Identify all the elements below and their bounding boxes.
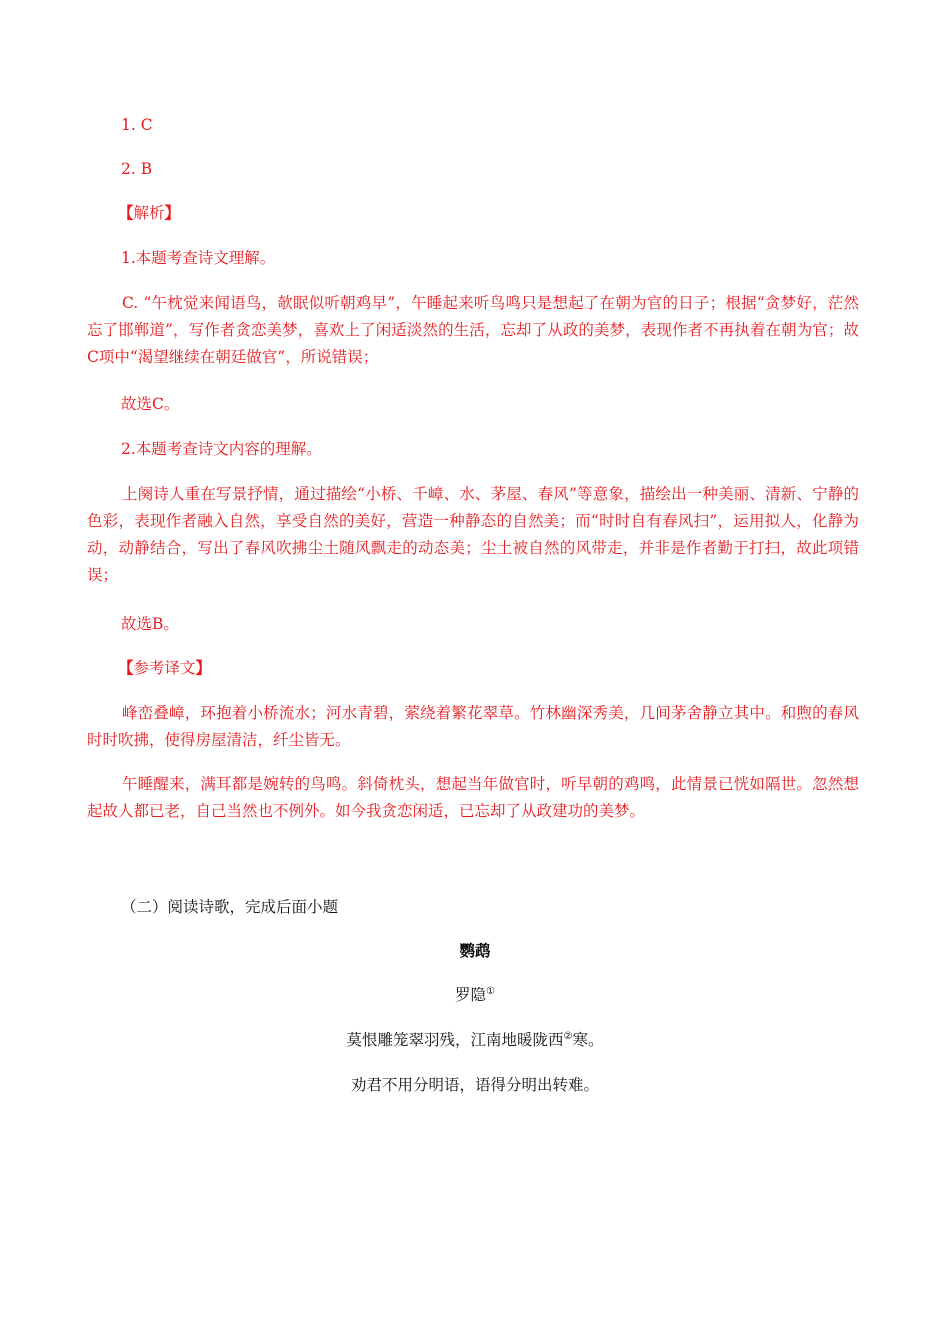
translation-paragraph-1: 峰峦叠嶂，环抱着小桥流水；河水青碧，萦绕着繁花翠草。竹林幽深秀美，几间茅舍静立其中。和煦的春风时时吹拂，使得房屋清洁，纤尘皆无。 <box>87 704 859 749</box>
bracket-close: 】 <box>195 658 212 677</box>
poem-line-1 <box>0 1030 950 1050</box>
translation-heading-text: 参考译文 <box>133 659 196 677</box>
bracket-open: 【 <box>118 203 134 222</box>
analysis-heading-text: 解析 <box>133 204 165 222</box>
poem-title: 鹦鹉 <box>459 941 491 960</box>
author-name: 罗隐 <box>455 986 487 1004</box>
poem-line-1-part-a: 莫恨雕笼翠羽残，江南地暖陇西 <box>346 1031 564 1049</box>
bracket-close: 】 <box>164 203 181 222</box>
poem-line-2: 劝君不用分明语，语得分明出转难。 <box>350 1076 599 1094</box>
q2-conclusion: 故选B。 <box>121 615 179 633</box>
translation-paragraph-2: 午睡醒来，满耳都是婉转的鸟鸣。斜倚枕头，想起当年做官时，听早朝的鸡鸣，此情景已恍如隔世。忽然想起故人都已老，自己当然也不例外。如今我贪恋闲适，已忘却了从政建功的美梦。 <box>87 775 859 820</box>
translation-heading <box>118 658 211 678</box>
analysis-heading <box>118 203 180 223</box>
section-2-heading: （二）阅读诗歌，完成后面小题 <box>121 898 339 916</box>
q1-explanation: C. “午枕觉来闻语鸟，欹眠似听朝鸡早”，午睡起来听鸟鸣只是想起了在朝为官的日子；根据“贪梦好，茫然忘了邯郸道”，写作者贪恋美梦，喜欢上了闲适淡然的生活，忘却了从政的美梦，表现作者不再执着在朝为官；故C项中“渴望继续在朝廷做官”，所说错误； <box>87 294 859 366</box>
bracket-open: 【 <box>118 658 134 677</box>
q2-title: 2.本题考查诗文内容的理解。 <box>121 440 322 458</box>
answer-1: 1. C <box>121 116 153 134</box>
answer-2: 2. B <box>121 160 153 178</box>
q1-conclusion: 故选C。 <box>121 395 180 413</box>
footnote-marker-2: ② <box>563 1030 573 1042</box>
q2-explanation: 上阕诗人重在写景抒情，通过描绘“小桥、千嶂、水、茅屋、春风”等意象，描绘出一种美丽、清新、宁静的色彩，表现作者融入自然，享受自然的美好，营造一种静态的自然美；而“时时自有春风扫”，运用拟人，化静为动，动静结合，写出了春风吹拂尘土随风飘走的动态美；尘土被自然的风带走，并非是作者勤于打扫，故此项错误； <box>87 485 859 584</box>
q1-title: 1.本题考查诗文理解。 <box>121 249 276 267</box>
footnote-marker-1: ① <box>486 985 495 997</box>
poem-author <box>0 985 950 1005</box>
poem-line-1-part-b: 寒。 <box>572 1031 604 1049</box>
